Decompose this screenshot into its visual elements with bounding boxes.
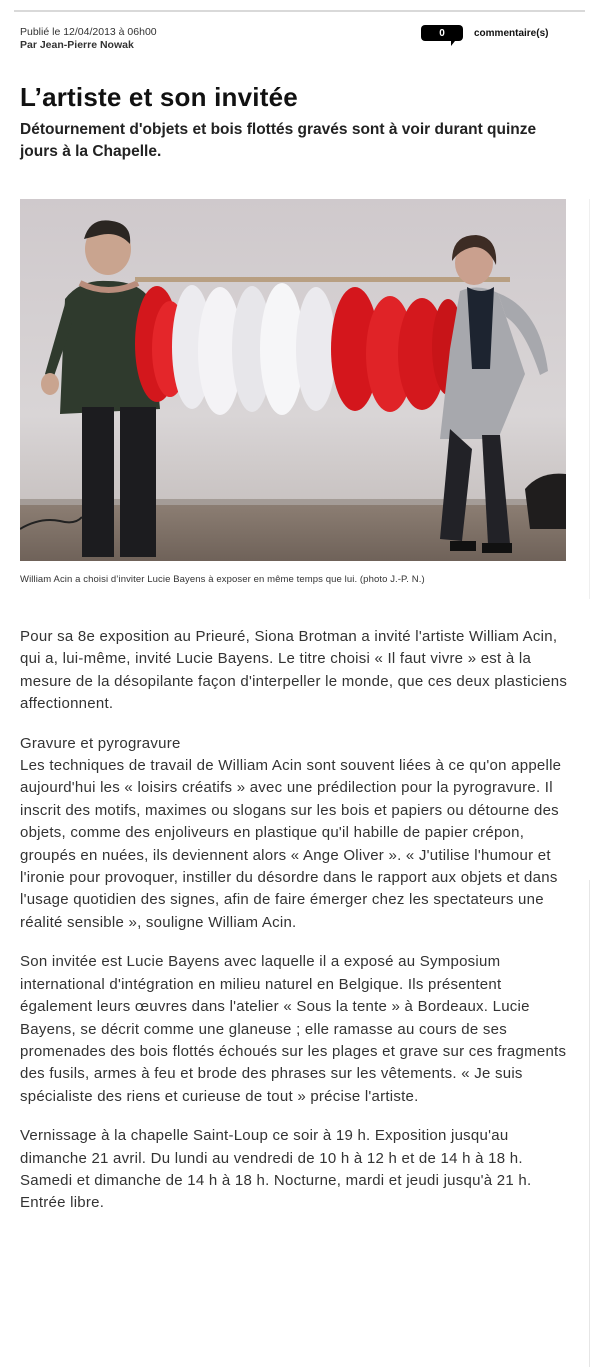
author-byline: Par Jean-Pierre Nowak	[20, 39, 134, 51]
subheading: Gravure et pyrogravure	[20, 734, 181, 752]
paragraph: Vernissage à la chapelle Saint-Loup ce soir à 19 h. Exposition jusqu'au dimanche 21 avril. Du lundi au vendredi de 10 h à 12 h et de 14 h à 18 h. Samedi et dimanche de 14 h à 18 h. Nocturne, mardi et jeudi jusqu'à 21 h. Entrée libre.	[20, 1127, 532, 1212]
top-rule	[14, 10, 585, 12]
article-lead: Détournement d'objets et bois flottés gravés sont à voir durant quinze jours à la Chapelle.	[20, 121, 537, 160]
article-photo[interactable]	[20, 199, 566, 561]
photo-illustration	[20, 199, 566, 561]
side-rule	[589, 199, 590, 599]
article-body	[20, 626, 568, 1232]
side-rule	[589, 880, 590, 1367]
article-title: L’artiste et son invitée	[20, 82, 298, 112]
photo-caption: William Acin a choisi d’inviter Lucie Bayens à exposer en même temps que lui. (photo J.-P. N.)	[20, 574, 425, 585]
comment-count-bubble[interactable]	[421, 25, 463, 41]
comment-count: 0	[439, 27, 445, 39]
paragraph: Pour sa 8e exposition au Prieuré, Siona Brotman a invité l'artiste William Acin, qui a, lui-même, invité Lucie Bayens. Le titre choisi « Il faut vivre » est à la mesure de la désopilante façon d'interpeller le monde, que ces deux plasticiens affectionnent.	[20, 628, 568, 713]
paragraph: Les techniques de travail de William Acin sont souvent liées à ce qu'on appelle aujourd'hui les « loisirs créatifs » avec une prédilection pour la pyrogravure. Il inscrit des motifs, maximes ou slogans sur les bois et papiers ou détourne des objets, comme des enjoliveurs en plastique qu'il habille de papier crépon, groupés en nuées, ils deviennent alors « Ange Oliver ». « J'utilise l'humour et l'ironie pour provoquer, instiller du désordre dans le rapport aux objets et dans l'usage quotidien des signes, afin de faire émerger chez les spectateurs une réalité sensible », souligne William Acin.	[20, 757, 562, 931]
comments-label[interactable]: commentaire(s)	[474, 27, 549, 39]
paragraph: Son invitée est Lucie Bayens avec laquelle il a exposé au Symposium international d'intégration en milieu naturel en Belgique. Ils présentent également leurs œuvres dans l'atelier « Sous la tente » à Bordeaux. Lucie Bayens, se décrit comme une glaneuse ; elle ramasse au cours de ses promenades des bois flottés échoués sur les plages et grave sur ces fragments des fusils, armes à feu et brode des phrases sur les vêtements. « Je suis spécialiste des riens et curieuse de tout » précise l'artiste.	[20, 953, 567, 1105]
publish-date: Publié le 12/04/2013 à 06h00	[20, 26, 157, 38]
article-meta	[20, 26, 157, 52]
comments-link[interactable]	[421, 25, 548, 41]
